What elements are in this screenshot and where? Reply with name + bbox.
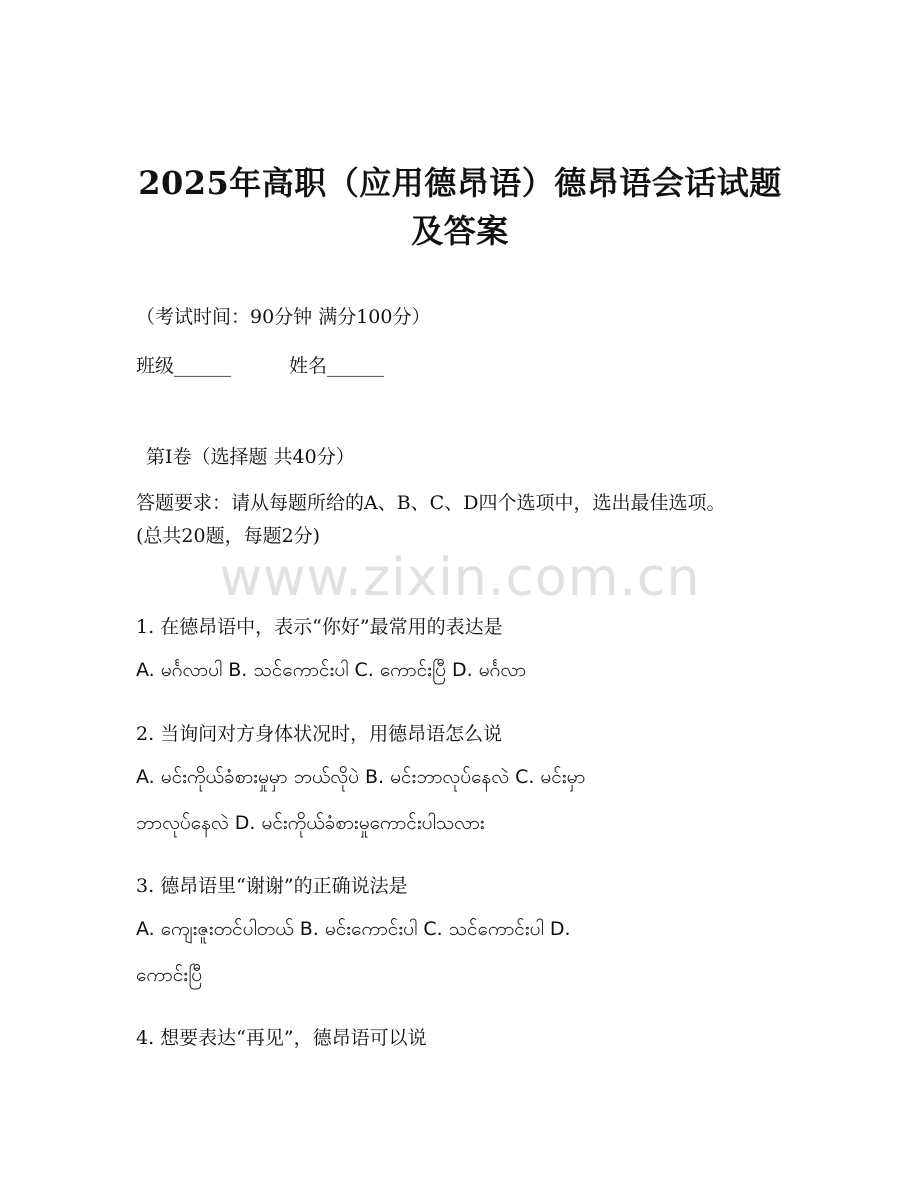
question-3-stem: 3. 德昂语里“谢谢”的正确说法是 <box>136 875 408 897</box>
question-2-options-line2: ဘာလုပ်နေလဲ D. မင်းကိုယ်ခံစားမှုကောင်းပါသလား <box>136 812 485 834</box>
question-3-options-line1: A. ကျေးဇူးတင်ပါတယ် B. မင်းကောင်းပါ C. သင်ကောင်းပါ D. <box>136 918 571 940</box>
section-heading: 第Ⅰ卷（选择题 共40分） <box>146 446 355 468</box>
instructions-line1: 答题要求：请从每题所给的A、B、C、D四个选项中，选出最佳选项。 <box>136 492 726 514</box>
question-2-options-line1: A. မင်းကိုယ်ခံစားမှုမှာ ဘယ်လိုပဲ B. မင်းဘာလုပ်နေလဲ C. မင်းမှာ <box>136 766 586 788</box>
question-3-options-line2: ကောင်းပြီ <box>136 964 203 986</box>
instructions-line2: (总共20题，每题2分) <box>136 525 321 547</box>
question-1-options: A. မင်္ဂလာပါ B. သင်ကောင်းပါ C. ကောင်းပြီ D. မင်္ဂလာ <box>136 659 527 681</box>
exam-info: （考试时间：90分钟 满分100分） <box>136 306 431 328</box>
watermark: www.zixin.com.cn <box>219 548 701 608</box>
student-info-row <box>136 351 384 378</box>
question-4-stem: 4. 想要表达“再见”，德昂语可以说 <box>136 1027 427 1049</box>
question-2-stem: 2. 当询问对方身体状况时，用德昂语怎么说 <box>136 723 503 745</box>
document-title-line2: 及答案 <box>411 212 509 250</box>
class-label: 班级______ <box>136 355 232 377</box>
name-label: 姓名______ <box>289 355 385 377</box>
question-1-stem: 1. 在德昂语中，表示“你好”最常用的表达是 <box>136 616 503 638</box>
document-title-line1: 2025年高职（应用德昂语）德昂语会话试题 <box>138 164 782 202</box>
